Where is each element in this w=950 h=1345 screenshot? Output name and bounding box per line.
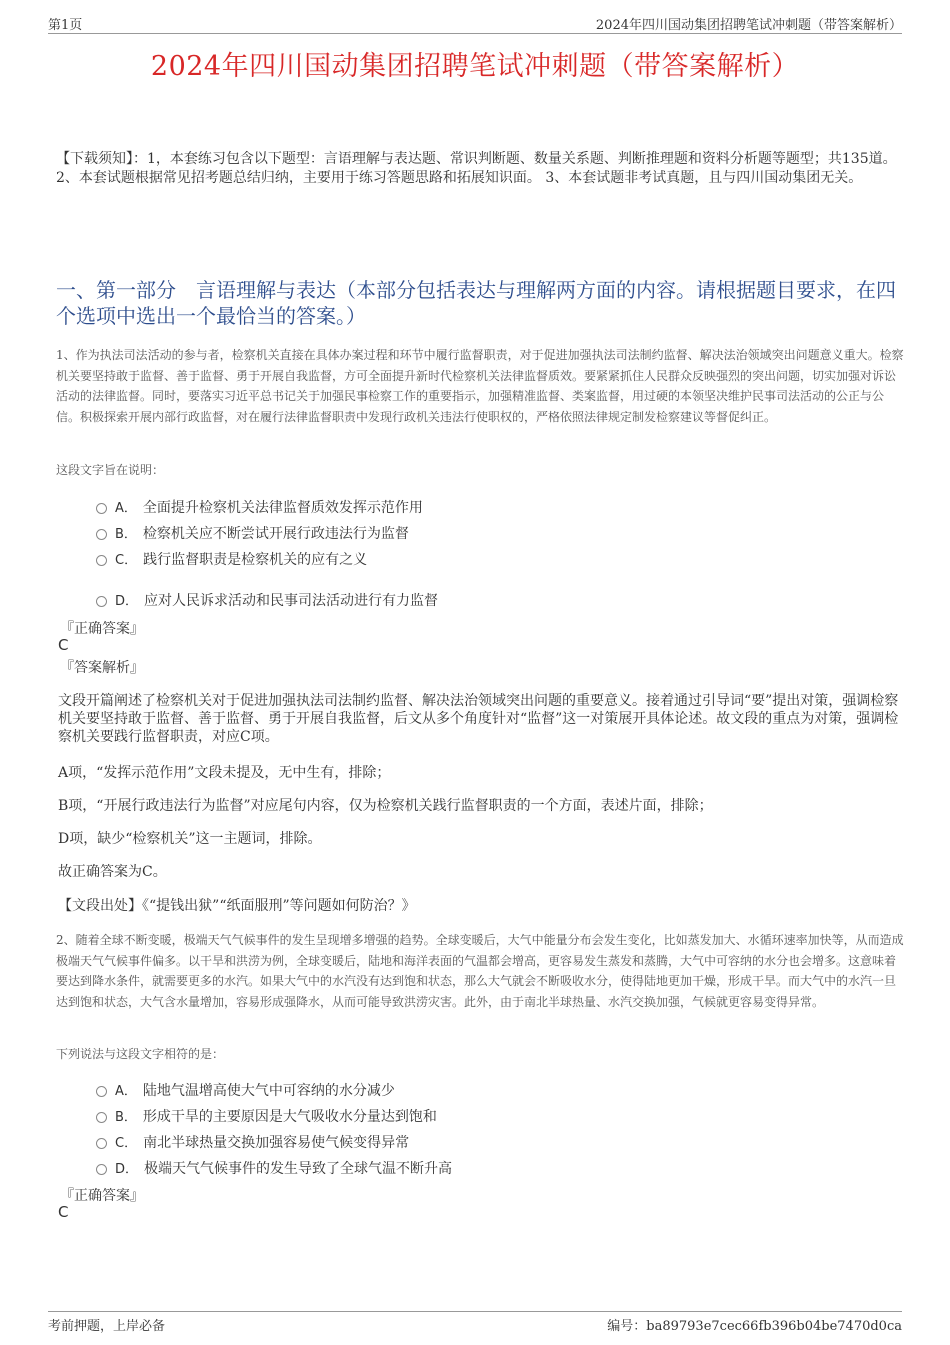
question-1-analysis-b: B项，“开展行政违法行为监督”对应尾句内容，仅为检察机关践行监督职责的一个方面，表述片面，排除； <box>58 798 713 814</box>
radio-icon[interactable] <box>96 1112 107 1123</box>
footer-doc-id: 编号：ba89793e7cec66fb396b04be7470d0ca <box>607 1319 902 1334</box>
question-2-answer-label: 『正确答案』 <box>60 1188 144 1204</box>
question-1-answer: C <box>58 636 69 654</box>
question-1-analysis: 文段开篇阐述了检察机关对于促进加强执法司法制约监督、解决法治领域突出问题的重要意义。接着通过引导词“要”提出对策，强调检察机关要坚持敢于监督、善于监督、勇于开展自我监督，后文从多个角度针对“监督”这一对策展开具体论述。故文段的重点为对策，强调检察机关要践行监督职责，对应C项。 <box>58 693 899 745</box>
question-1-prompt: 这段文字旨在说明： <box>56 463 165 477</box>
radio-icon[interactable] <box>96 596 107 607</box>
question-1-analysis-d: D项，缺少“检察机关”这一主题词，排除。 <box>58 831 322 847</box>
question-2-answer: C <box>58 1203 69 1221</box>
question-2-prompt: 下列说法与这段文字相符的是： <box>56 1047 225 1061</box>
page-header <box>48 14 902 34</box>
radio-icon[interactable] <box>96 1086 107 1097</box>
question-2-option-c[interactable]: C． 南北半球热量交换加强容易使气候变得异常 <box>96 1132 409 1152</box>
question-1-answer-label: 『正确答案』 <box>60 621 144 637</box>
footer-slogan: 考前押题，上岸必备 <box>48 1319 166 1334</box>
question-2-option-d[interactable]: D． 极端天气气候事件的发生导致了全球气温不断升高 <box>96 1158 452 1178</box>
question-2-text: 2、随着全球不断变暖，极端天气气候事件的发生呈现增多增强的趋势。全球变暖后，大气中能量分布会发生变化，比如蒸发加大、水循环速率加快等，从而造成极端天气气候事件偏多。以干旱和洪涝为例，全球变暖后，陆地和海洋表面的气温都会增高，更容易发生蒸发和蒸腾，大气中可容纳的水分也会增多。这意味着要达到降水条件，就需要更多的水汽。如果大气中的水汽没有达到饱和状态，那么大气就会不断吸收水分，使得陆地更加干燥，形成干旱。而大气中的水汽一旦达到饱和状态，大气含水量增加，容易形成强降水，从而可能导致洪涝灾害。此外，由于南北半球热量、水汽交换加强，气候就更容易变得异常。 <box>56 933 904 1009</box>
page-footer <box>48 1311 902 1334</box>
radio-icon[interactable] <box>96 503 107 514</box>
question-1-option-b[interactable]: B． 检察机关应不断尝试开展行政违法行为监督 <box>96 523 409 543</box>
radio-icon[interactable] <box>96 1164 107 1175</box>
document-title: 2024年四川国动集团招聘笔试冲刺题（带答案解析） <box>150 51 800 82</box>
question-1-source: 【文段出处】《“提钱出狱”“纸面服刑”等问题如何防治？》 <box>58 898 416 914</box>
question-1-conclusion: 故正确答案为C。 <box>58 864 167 880</box>
question-2-option-b[interactable]: B． 形成干旱的主要原因是大气吸收水分量达到饱和 <box>96 1106 437 1126</box>
question-1-text: 1、作为执法司法活动的参与者，检察机关直接在具体办案过程和环节中履行监督职责，对于促进加强执法司法制约监督、解决法治领域突出问题意义重大。检察机关要坚持敢于监督、善于监督、勇于开展自我监督，方可全面提升新时代检察机关法律监督质效。要紧紧抓住人民群众反映强烈的突出问题，切实加强对诉讼活动的法律监督。同时，要落实习近平总书记关于加强民事检察工作的重要指示，加强精准监督、类案监督，用过硬的本领坚决维护民事司法活动的公正与公信。积极探索开展内部行政监督，对在履行法律监督职责中发现行政机关违法行使职权的，严格依照法律规定制发检察建议等督促纠正。 <box>56 348 904 424</box>
section-title: 一、第一部分 言语理解与表达（本部分包括表达与理解两方面的内容。请根据题目要求，在四个选项中选出一个最恰当的答案。） <box>56 278 896 328</box>
radio-icon[interactable] <box>96 1138 107 1149</box>
radio-icon[interactable] <box>96 529 107 540</box>
question-2-option-a[interactable]: A． 陆地气温增高使大气中可容纳的水分减少 <box>96 1080 395 1100</box>
question-1-option-c[interactable]: C． 践行监督职责是检察机关的应有之义 <box>96 549 367 569</box>
page-number: 第1页 <box>48 18 83 33</box>
radio-icon[interactable] <box>96 555 107 566</box>
question-1-analysis-label: 『答案解析』 <box>60 660 144 676</box>
question-1-option-d[interactable]: D． 应对人民诉求活动和民事司法活动进行有力监督 <box>96 590 438 610</box>
question-1-analysis-a: A项，“发挥示范作用”文段未提及，无中生有，排除； <box>58 765 391 781</box>
header-doc-title: 2024年四川国动集团招聘笔试冲刺题（带答案解析） <box>595 18 902 33</box>
question-1-option-a[interactable]: A． 全面提升检察机关法律监督质效发挥示范作用 <box>96 497 423 517</box>
download-notice: 【下载须知】：1，本套练习包含以下题型：言语理解与表达题、常识判断题、数量关系题、判断推理题和资料分析题等题型；共135道。 2、本套试题根据常见招考题总结归纳，主要用于练习答题思路和拓展知识面。 3、本套试题非考试真题，且与四川国动集团无关。 <box>56 151 897 186</box>
